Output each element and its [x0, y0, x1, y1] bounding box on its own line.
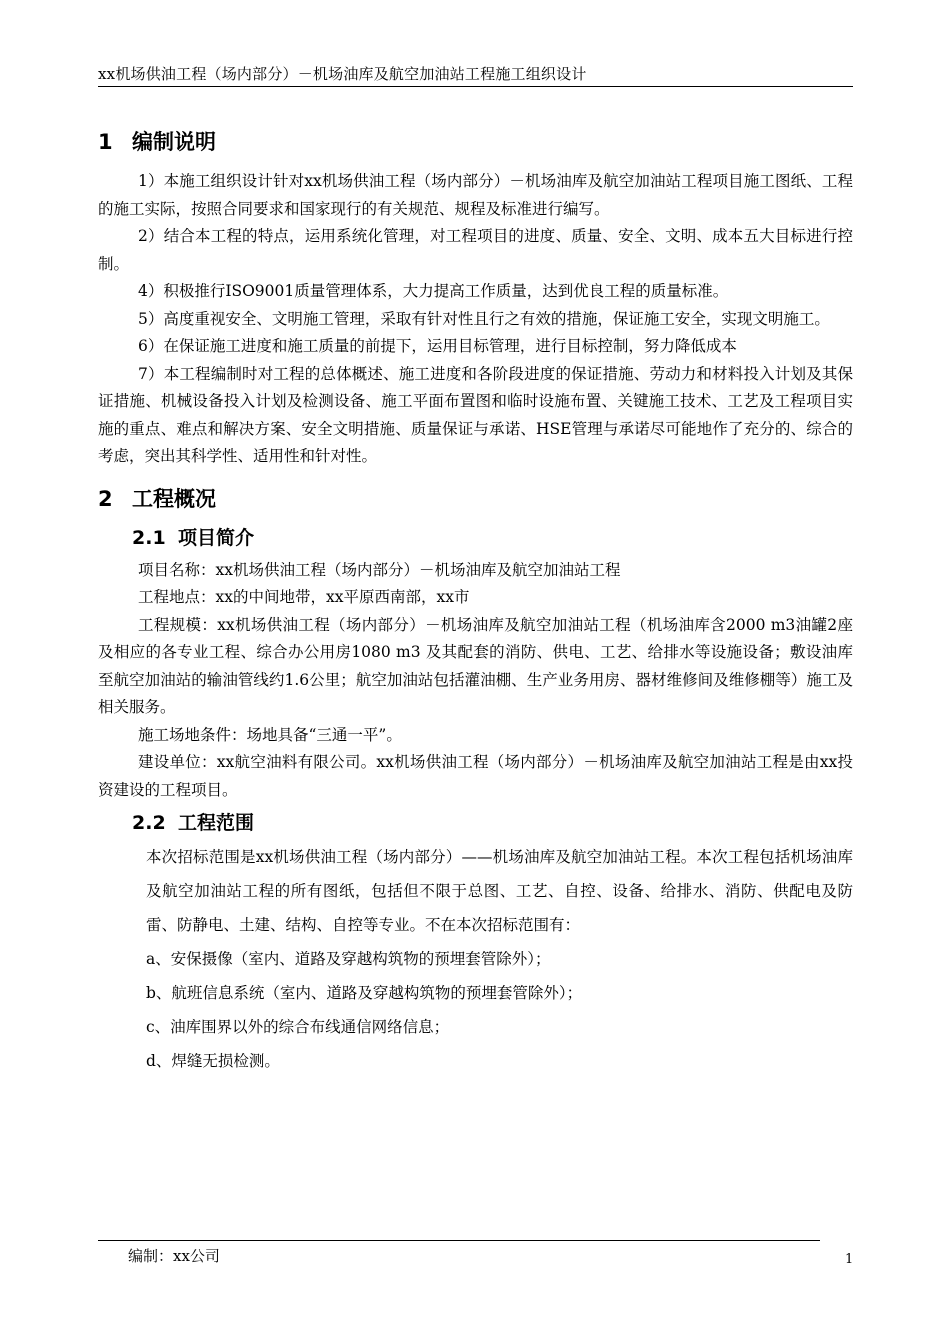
scope-intro: 本次招标范围是xx机场供油工程（场内部分）——机场油库及航空加油站工程。本次工程包括机场油库及航空加油站工程的所有图纸，包括但不限于总图、工艺、自控、设备、给排水、消防、供配电及防雷、防静电、土建、结构、自控等专业。不在本次招标范围有： [146, 848, 853, 934]
section-2-title: 工程概况 [132, 486, 216, 511]
page-content [98, 128, 853, 1078]
section-1-paragraph: 2）结合本工程的特点，运用系统化管理，对工程项目的进度、质量、安全、文明、成本五大目标进行控制。 [98, 227, 853, 273]
construction-unit: 建设单位：xx航空油料有限公司。xx机场供油工程（场内部分）－机场油库及航空加油站工程是由xx投资建设的工程项目。 [98, 753, 853, 799]
section-1-paragraph: 5）高度重视安全、文明施工管理，采取有针对性且行之有效的措施，保证施工安全，实现文明施工。 [138, 309, 830, 328]
subsection-2-2-number: 2.2 [132, 812, 166, 834]
section-1-number: 1 [98, 130, 113, 154]
page-footer [98, 1240, 820, 1265]
scope-item: c、油库围界以外的综合布线通信网络信息； [146, 1018, 450, 1036]
section-1-paragraph: 7）本工程编制时对工程的总体概述、施工进度和各阶段进度的保证措施、劳动力和材料投入计划及其保证措施、机械设备投入计划及检测设备、施工平面布置图和临时设施布置、关键施工技术、工艺及工程项目实施的重点、难点和解决方案、安全文明措施、质量保证与承诺、HSE管理与承诺尽可能地作了充分的、综合的考虑，突出其科学性、适用性和针对性。 [98, 364, 853, 465]
subsection-2-1-title: 项目简介 [178, 526, 255, 549]
footer-author: 编制：xx公司 [128, 1247, 220, 1265]
scope-block [98, 840, 853, 1078]
section-1-paragraph: 6）在保证施工进度和施工质量的前提下，运用目标管理，进行目标控制，努力降低成本 [138, 337, 737, 355]
section-2-heading [98, 485, 853, 513]
subsection-2-1-number: 2.1 [132, 526, 166, 549]
project-scale: 工程规模：xx机场供油工程（场内部分）－机场油库及航空加油站工程（机场油库含2000 m3油罐2座及相应的各专业工程、综合办公用房1080 m3 及其配套的消防、供电、工艺、给排水等设施设备；敷设油库至航空加油站的输油管线约1.6公里；航空加油站包括灌油棚、生产业务用房、器材维修间及维修棚等）施工及相关服务。 [98, 615, 853, 716]
page-header: xx机场供油工程（场内部分）－机场油库及航空加油站工程施工组织设计 [98, 64, 853, 87]
scope-item: a、安保摄像（室内、道路及穿越构筑物的预埋套管除外）； [146, 950, 551, 968]
section-2-number: 2 [98, 486, 113, 511]
site-conditions: 施工场地条件：场地具备“三通一平”。 [138, 725, 402, 744]
section-1-title: 编制说明 [132, 130, 216, 154]
page-number: 1 [845, 1252, 854, 1267]
section-1-heading [98, 128, 853, 156]
scope-item: d、焊缝无损检测。 [146, 1052, 280, 1070]
section-1-paragraph: 4）积极推行ISO9001质量管理体系，大力提高工作质量，达到优良工程的质量标准。 [138, 282, 729, 300]
section-1-paragraph: 1）本施工组织设计针对xx机场供油工程（场内部分）－机场油库及航空加油站工程项目施工图纸、工程的施工实际，按照合同要求和国家现行的有关规范、规程及标准进行编写。 [98, 172, 853, 218]
subsection-2-2-heading [98, 810, 853, 836]
project-location: 工程地点：xx的中间地带，xx平原西南部，xx市 [138, 588, 470, 606]
scope-item: b、航班信息系统（室内、道路及穿越构筑物的预埋套管除外）； [146, 984, 583, 1002]
subsection-2-2-title: 工程范围 [178, 812, 255, 834]
project-name: 项目名称：xx机场供油工程（场内部分）－机场油库及航空加油站工程 [138, 560, 621, 579]
subsection-2-1-heading [98, 525, 853, 551]
